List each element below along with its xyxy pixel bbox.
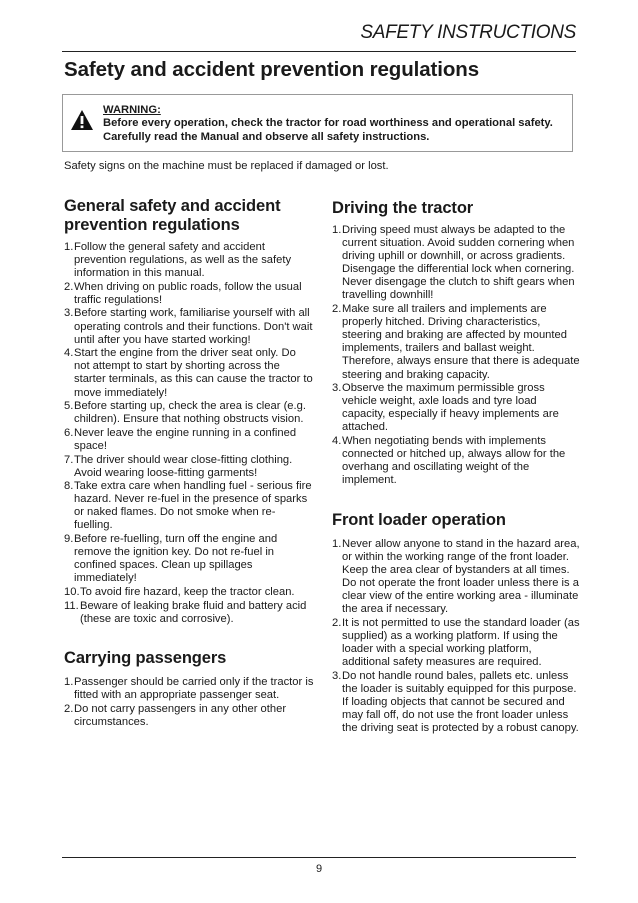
list-item xyxy=(64,600,314,626)
list-item-text: Driving speed must always be adapted to the current situation. Avoid sudden cornering when driving uphill or downhill, or across gradients. Disengage the differential lock when cornering. Never disengage the clutch to shift gears when travelling downhill! xyxy=(342,224,575,302)
list-item xyxy=(64,241,314,280)
list-item-number: 1. xyxy=(64,241,74,253)
list-item-number: 1. xyxy=(64,676,74,688)
list-item xyxy=(332,435,582,487)
section-title-general: General safety and accident prevention regulations xyxy=(64,197,281,234)
list-item-text: Before re-fuelling, turn off the engine and remove the ignition key. Do not re-fuel in confined spaces. Clean up spillages immediately! xyxy=(74,533,278,585)
section-title-loader: Front loader operation xyxy=(332,511,506,529)
list-item-number: 3. xyxy=(332,382,342,395)
list-item-number: 2. xyxy=(64,280,74,293)
section-title-driving: Driving the tractor xyxy=(332,199,474,217)
list-item-text: Start the engine from the driver seat only. Do not attempt to start by shorting across the starter terminals, as this can cause the tractor to move immediately! xyxy=(74,347,313,399)
warning-triangle-icon xyxy=(70,109,94,131)
general-list xyxy=(64,241,314,626)
running-header: SAFETY INSTRUCTIONS xyxy=(360,22,576,43)
list-item-number: 2. xyxy=(332,303,342,316)
list-item xyxy=(332,538,582,617)
list-item-text: Never leave the engine running in a confined space! xyxy=(74,426,297,452)
header-rule xyxy=(62,51,576,52)
list-item-number: 10. xyxy=(64,585,80,598)
list-item-text: To avoid fire hazard, keep the tractor clean. xyxy=(80,585,295,598)
section-passengers xyxy=(64,649,314,729)
section-title-passengers: Carrying passengers xyxy=(64,649,227,667)
page-title: Safety and accident prevention regulations xyxy=(64,58,480,81)
list-item-number: 2. xyxy=(64,702,74,715)
list-item xyxy=(64,480,314,532)
list-item xyxy=(64,281,314,307)
list-item-text: When driving on public roads, follow the usual traffic regulations! xyxy=(74,280,302,306)
list-item-text: Take extra care when handling fuel - serious fire hazard. Never re-fuel in the presence of sparks or naked flames. Do not smoke when re-fuelling. xyxy=(74,480,312,532)
list-item-number: 4. xyxy=(64,347,74,360)
list-item-number: 3. xyxy=(332,669,342,682)
list-item-text: It is not permitted to use the standard loader (as supplied) as a working platform. If using the loader with a special working platform, additional safety measures are required. xyxy=(342,617,580,669)
list-item-text: Passenger should be carried only if the tractor is fitted with an appropriate passenger seat. xyxy=(74,676,314,702)
list-item xyxy=(332,670,582,735)
list-item xyxy=(64,676,314,702)
loader-list xyxy=(332,538,582,735)
list-item xyxy=(64,454,314,480)
list-item-number: 6. xyxy=(64,426,74,439)
driving-list xyxy=(332,224,582,487)
section-general xyxy=(64,197,314,626)
list-item-number: 2. xyxy=(332,617,342,630)
list-item-number: 7. xyxy=(64,453,74,466)
list-item-number: 3. xyxy=(64,307,74,320)
section-loader xyxy=(332,511,582,736)
list-item xyxy=(64,347,314,399)
list-item-text: Before starting work, familiarise yourself with all operating controls and their functions. Don't wait until after you have started working! xyxy=(74,307,313,346)
list-item-number: 8. xyxy=(64,480,74,493)
list-item-text: When negotiating bends with implements connected or hitched up, always allow for the overhang and oscillating weight of the implement. xyxy=(342,435,566,487)
list-item xyxy=(64,533,314,585)
list-item-text: Never allow anyone to stand in the hazard area, or within the working range of the front loader. Keep the area clear of bystanders at all times. Do not operate the front loader unless there is a clear view of the entire working area - illuminate the area if necessary. xyxy=(342,538,580,616)
list-item-text: Do not handle round bales, pallets etc. unless the loader is suitably equipped for this purpose. If loading objects that cannot be secured and may fall off, do not use the front loader unless the driving seat is protected by a robust canopy. xyxy=(342,669,579,735)
list-item xyxy=(332,382,582,434)
list-item xyxy=(332,617,582,669)
warning-line-1: Before every operation, check the tractor for road worthiness and operational safety. xyxy=(103,117,553,130)
list-item-text: Make sure all trailers and implements are properly hitched. Driving characteristics, steering and braking are affected by mounted implements, trailers and ballast weight. Therefore, always ensure that there is adequate steering and braking capacity. xyxy=(342,303,580,381)
list-item xyxy=(64,400,314,426)
intro-text: Safety signs on the machine must be replaced if damaged or lost. xyxy=(64,160,389,172)
list-item-number: 1. xyxy=(332,538,342,550)
list-item-text: Observe the maximum permissible gross vehicle weight, axle loads and tyre load capacity, especially if heavy implements are attached. xyxy=(342,382,559,434)
section-driving xyxy=(332,199,582,488)
list-item xyxy=(64,427,314,453)
warning-line-2: Carefully read the Manual and observe all safety instructions. xyxy=(103,130,430,143)
list-item xyxy=(64,586,314,599)
list-item-number: 9. xyxy=(64,533,74,546)
list-item xyxy=(64,703,314,729)
warning-text xyxy=(103,104,565,144)
list-item-text: Follow the general safety and accident prevention regulations, as well as the safety information in this manual. xyxy=(74,241,292,280)
page-number: 9 xyxy=(315,863,323,875)
warning-box xyxy=(62,94,573,152)
list-item-number: 5. xyxy=(64,400,74,413)
list-item-number: 11. xyxy=(64,599,79,612)
list-item-text: The driver should wear close-fitting clothing. Avoid wearing loose-fitting garments! xyxy=(74,453,293,479)
list-item-number: 1. xyxy=(332,224,342,236)
list-item-text: Before starting up, check the area is clear (e.g. children). Ensure that nothing obstructs vision. xyxy=(74,400,306,426)
list-item xyxy=(64,307,314,346)
list-item xyxy=(332,303,582,382)
list-item-text: Beware of leaking brake fluid and battery acid (these are toxic and corrosive). xyxy=(80,599,307,625)
passengers-list xyxy=(64,676,314,729)
footer-rule xyxy=(62,857,576,858)
list-item-number: 4. xyxy=(332,435,342,447)
warning-label: WARNING: xyxy=(103,104,161,116)
list-item-text: Do not carry passengers in any other other circumstances. xyxy=(74,702,287,728)
list-item xyxy=(332,224,582,303)
